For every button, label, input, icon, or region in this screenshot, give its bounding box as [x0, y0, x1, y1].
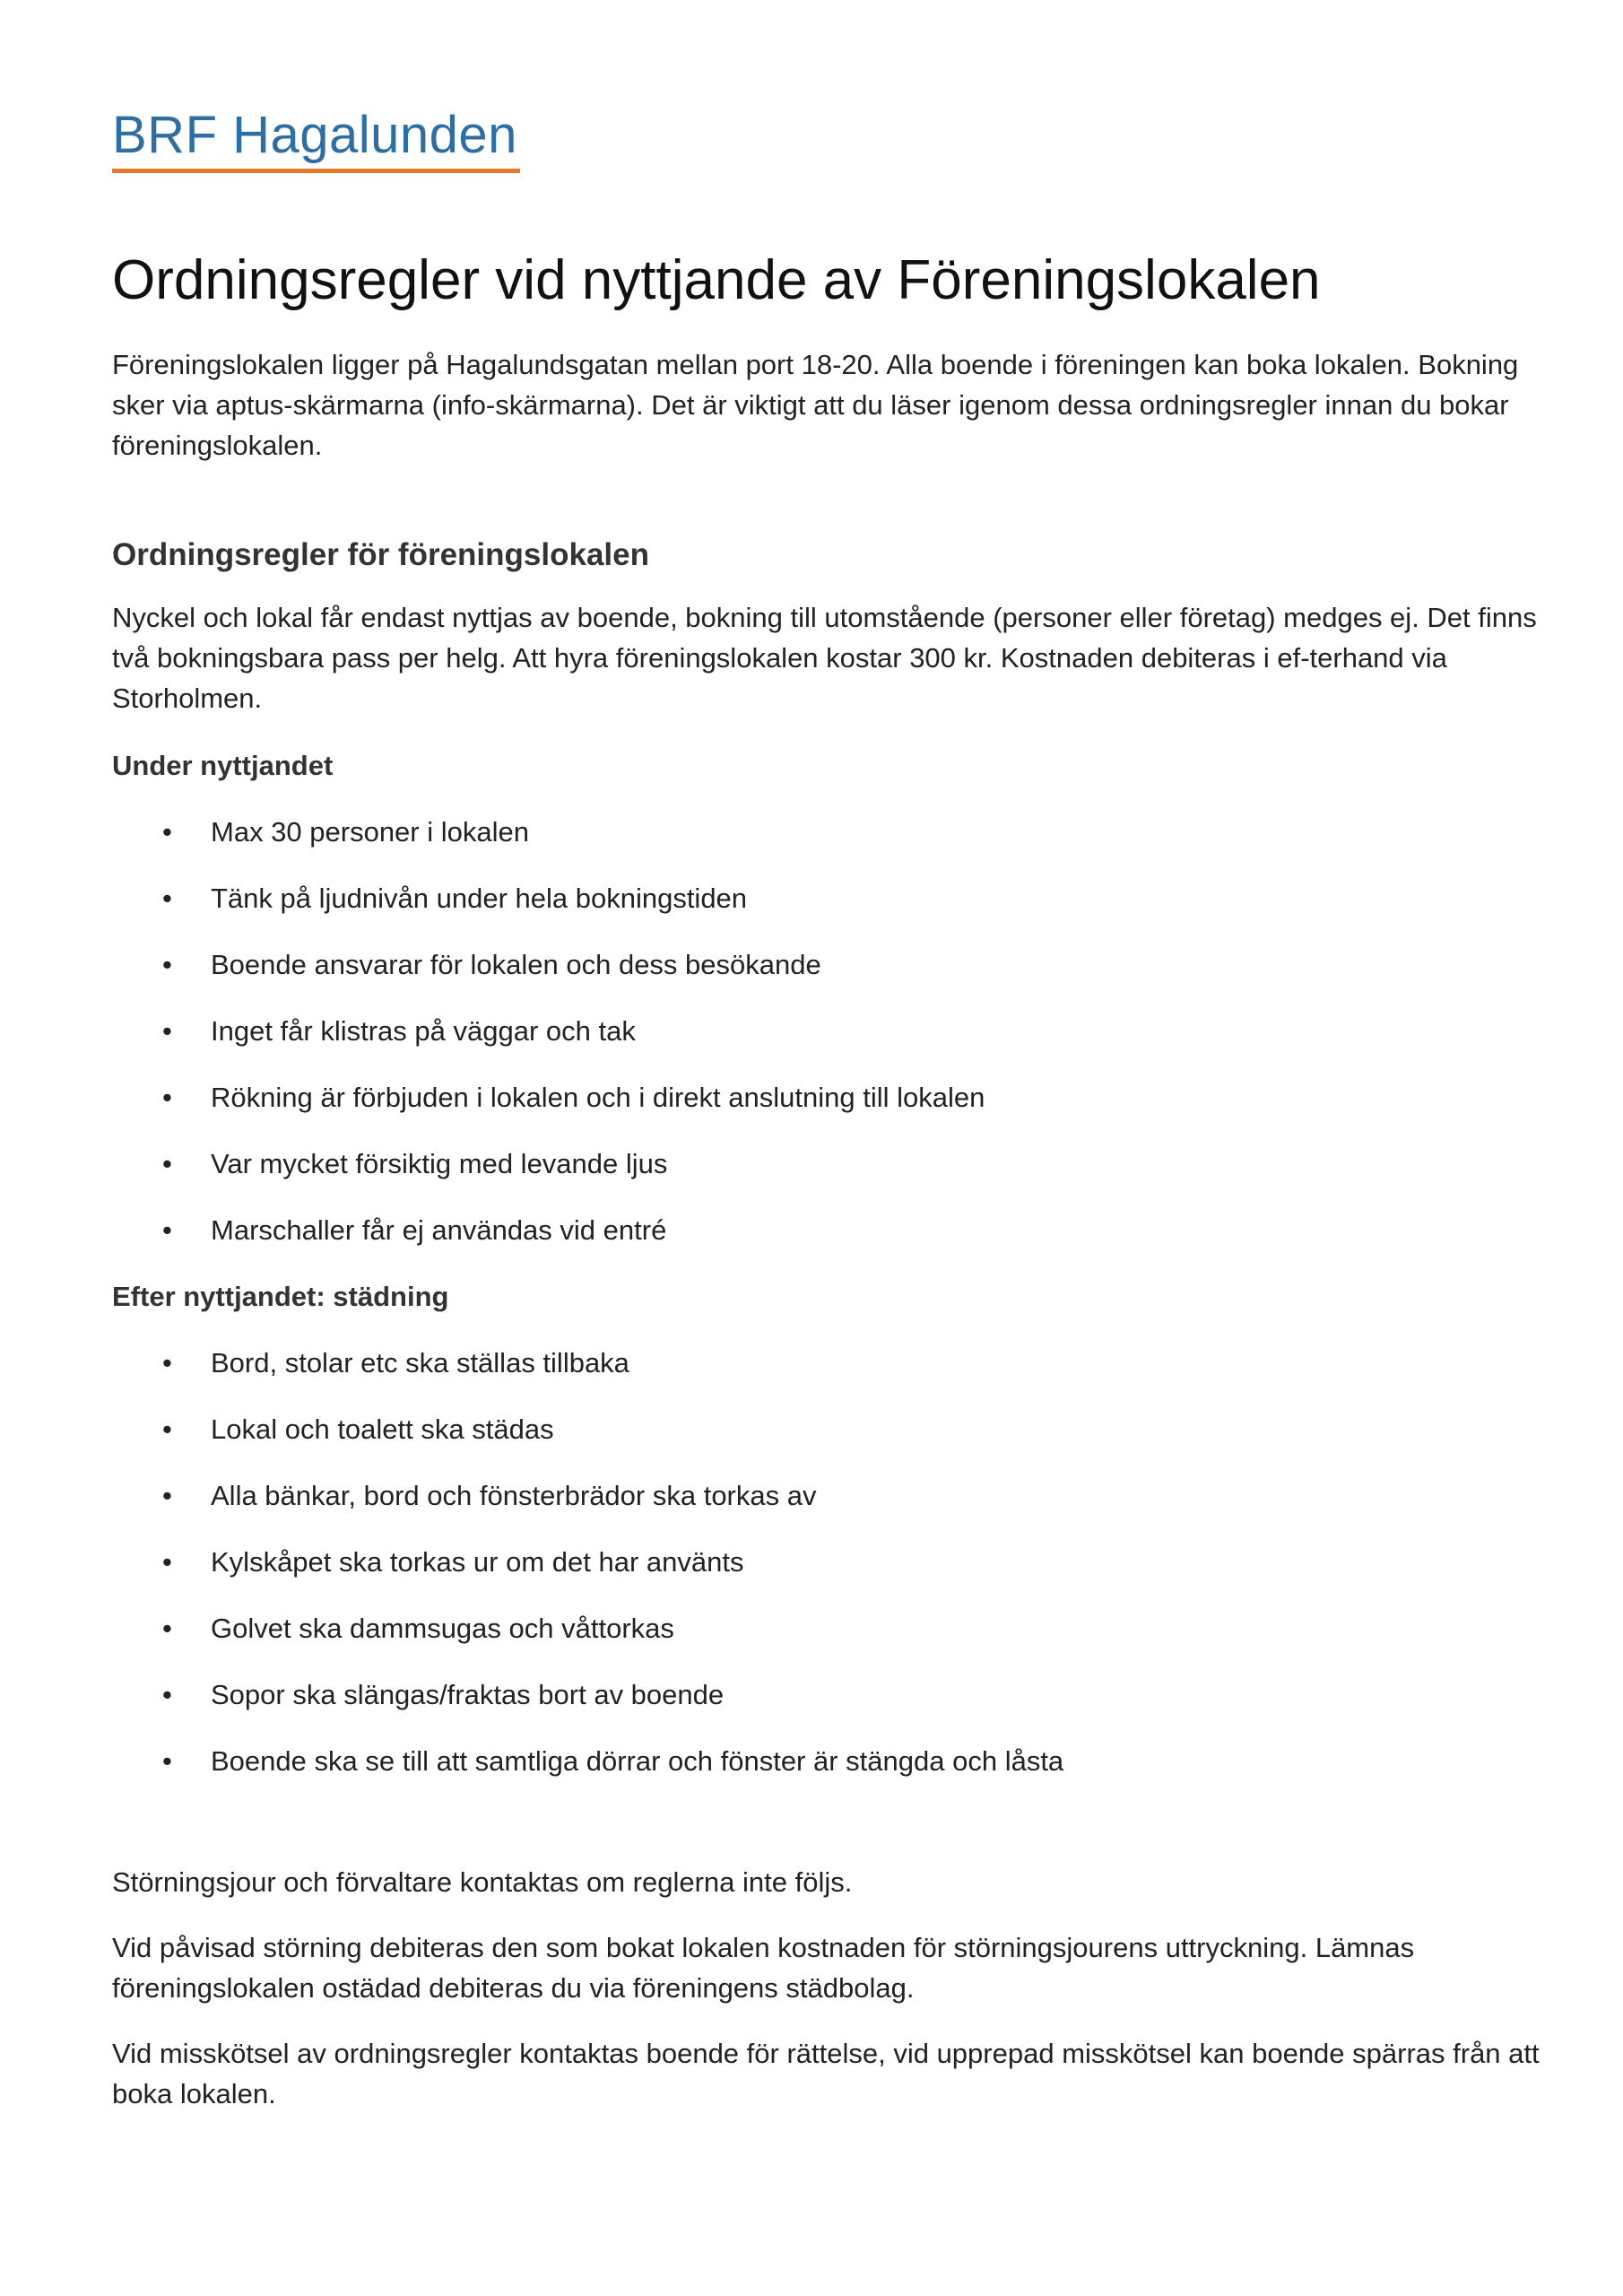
bullet-icon: • — [162, 1413, 172, 1445]
list-item: • Max 30 personer i lokalen — [112, 812, 1547, 852]
list-item: • Lokal och toalett ska städas — [112, 1409, 1547, 1449]
during-heading: Under nyttjandet — [112, 750, 334, 781]
intro-paragraph: Föreningslokalen ligger på Hagalundsgatan mellan port 18-20. Alla boende i föreningen kan boka lokalen. Bokning sker via aptus-skärmarna (info-skärmarna). Det är viktigt att du läser igenom dessa ordningsregler innan du bokar föreningslokalen. — [112, 349, 1519, 461]
list-item: • Marschaller får ej användas vid entré — [112, 1210, 1547, 1250]
bullet-icon: • — [162, 1613, 172, 1644]
after-list — [112, 1343, 1547, 1781]
bullet-icon: • — [162, 1214, 172, 1246]
page-title: Ordningsregler vid nyttjande av Föreningslokalen — [112, 249, 1321, 311]
logo-underline — [112, 169, 520, 173]
list-item: • Bord, stolar etc ska ställas tillbaka — [112, 1343, 1547, 1383]
bullet-icon: • — [162, 1347, 172, 1378]
bullet-icon: • — [162, 1546, 172, 1578]
list-item: • Sopor ska slängas/fraktas bort av boende — [112, 1674, 1547, 1715]
bullet-icon: • — [162, 1745, 172, 1777]
closing-paragraph: Störningsjour och förvaltare kontaktas om reglerna inte följs. — [112, 1866, 853, 1898]
bullet-icon: • — [162, 1082, 172, 1113]
section-heading: Ordningsregler för föreningslokalen — [112, 537, 649, 572]
bullet-icon: • — [162, 949, 172, 980]
bullet-icon: • — [162, 1148, 172, 1179]
rules-paragraph: Nyckel och lokal får endast nyttjas av boende, bokning till utomstående (personer eller företag) medges ej. Det finns två bokningsbara pass per helg. Att hyra föreningslokalen kostar 300 kr. Kostnaden debiteras i ef-terhand via Storholmen. — [112, 602, 1537, 714]
after-heading: Efter nyttjandet: städning — [112, 1281, 449, 1312]
list-item: • Kylskåpet ska torkas ur om det har använts — [112, 1542, 1547, 1582]
list-item: • Boende ska se till att samtliga dörrar och fönster är stängda och låsta — [112, 1741, 1547, 1781]
bullet-icon: • — [162, 883, 172, 914]
bullet-icon: • — [162, 1679, 172, 1710]
document-body — [112, 344, 1547, 2114]
list-item: • Inget får klistras på väggar och tak — [112, 1011, 1547, 1051]
list-item: • Boende ansvarar för lokalen och dess besökande — [112, 944, 1547, 985]
logo-text: BRF Hagalunden — [112, 106, 517, 164]
list-item: • Rökning är förbjuden i lokalen och i direkt anslutning till lokalen — [112, 1077, 1547, 1118]
list-item: • Var mycket försiktig med levande ljus — [112, 1144, 1547, 1184]
brf-logo — [112, 106, 520, 173]
closing-paragraph: Vid påvisad störning debiteras den som bokat lokalen kostnaden för störningsjourens uttryckning. Lämnas föreningslokalen ostädad debiteras du via föreningens städbolag. — [112, 1932, 1415, 2004]
bullet-icon: • — [162, 1480, 172, 1511]
list-item: • Tänk på ljudnivån under hela bokningstiden — [112, 878, 1547, 918]
during-list — [112, 812, 1547, 1250]
bullet-icon: • — [162, 816, 172, 848]
closing-paragraph: Vid misskötsel av ordningsregler kontaktas boende för rättelse, vid upprepad misskötsel kan boende spärras från att boka lokalen. — [112, 2038, 1540, 2109]
list-item: • Alla bänkar, bord och fönsterbrädor ska torkas av — [112, 1475, 1547, 1516]
bullet-icon: • — [162, 1015, 172, 1047]
list-item: • Golvet ska dammsugas och våttorkas — [112, 1608, 1547, 1648]
